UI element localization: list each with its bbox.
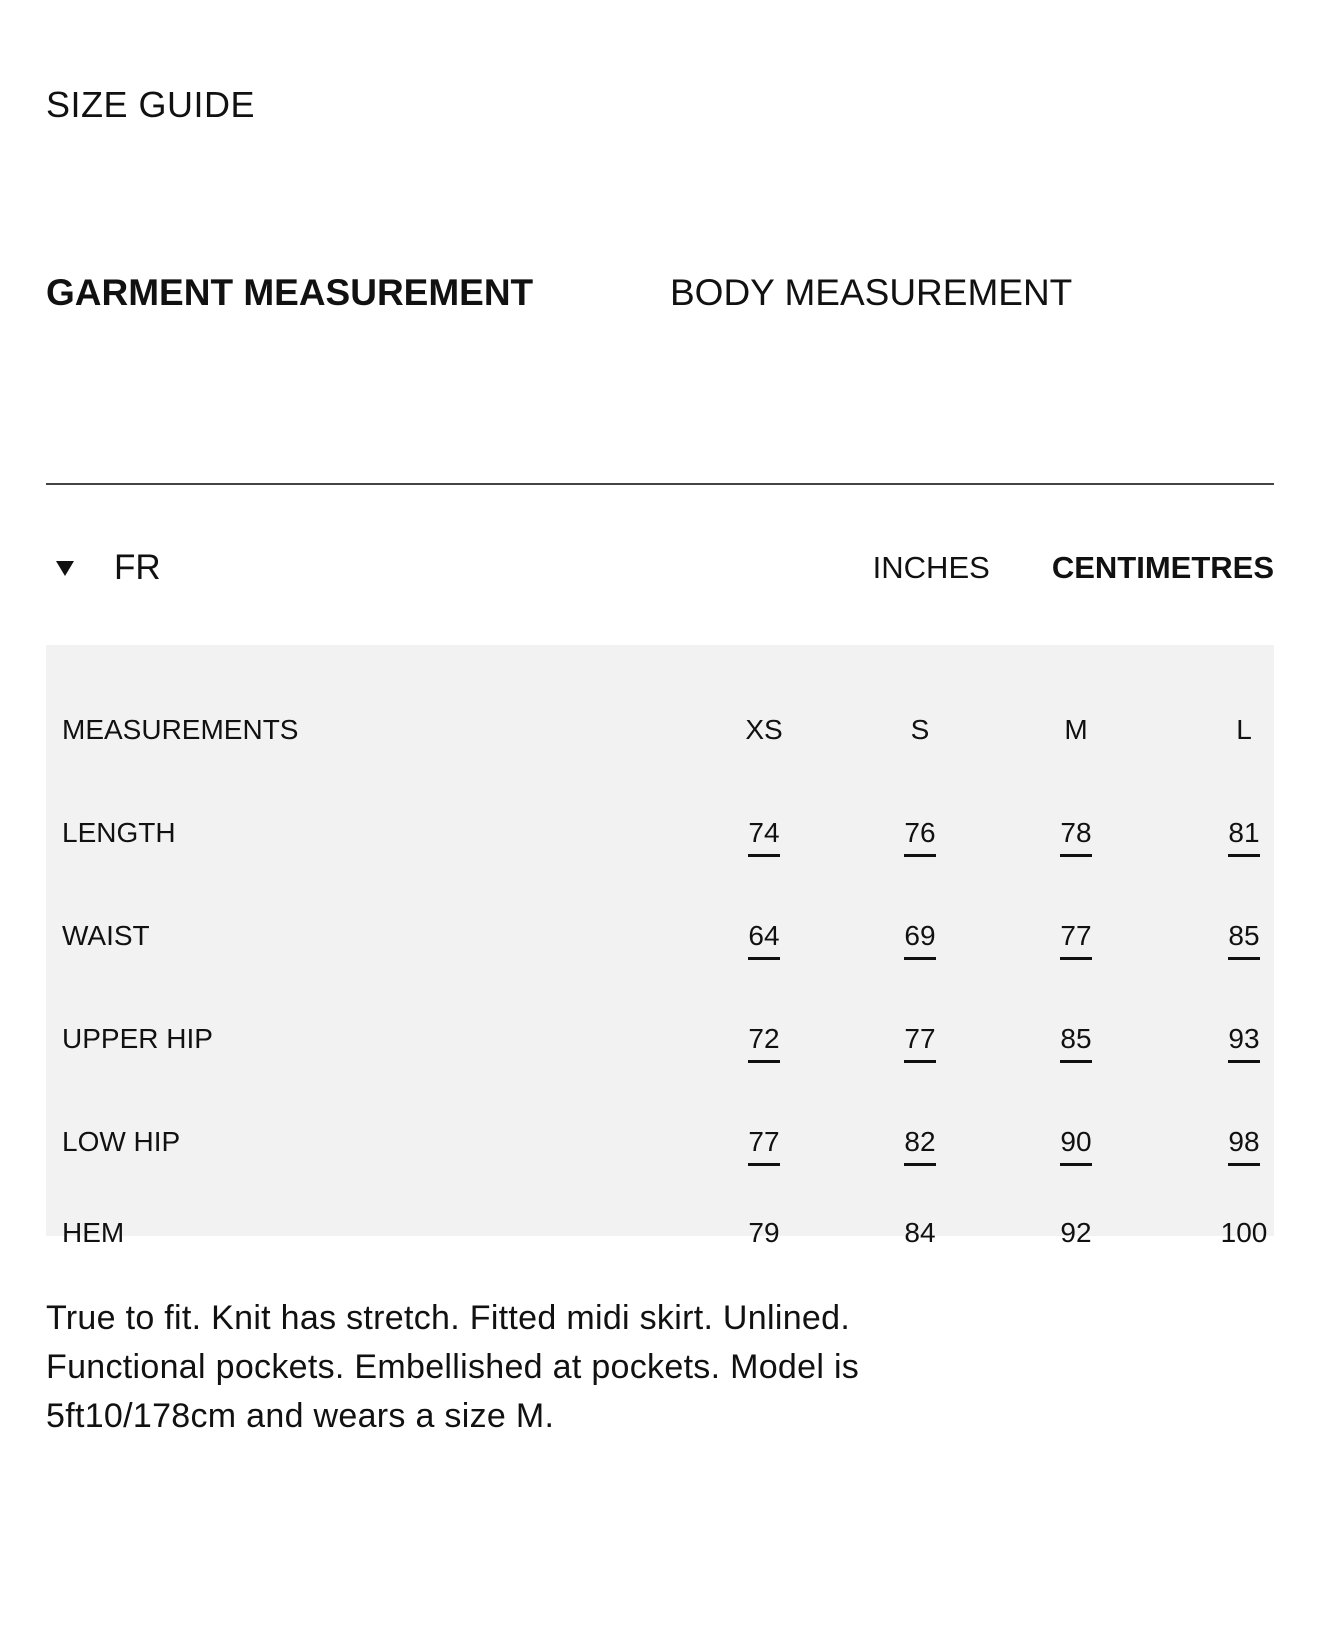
region-label: FR bbox=[114, 548, 161, 587]
row-label: UPPER HIP bbox=[62, 1023, 213, 1054]
header-size-s: S bbox=[910, 714, 930, 745]
table-cell: 79 bbox=[748, 1217, 780, 1248]
table-cell[interactable]: 93 bbox=[1184, 1023, 1304, 1063]
tab-garment-measurement[interactable]: GARMENT MEASUREMENT bbox=[46, 272, 534, 313]
table-row bbox=[46, 908, 1274, 968]
table-cell[interactable]: 85 bbox=[1184, 920, 1304, 960]
header-size-xs: XS bbox=[745, 714, 783, 745]
page-title: SIZE GUIDE bbox=[46, 84, 256, 125]
header-measurements: MEASUREMENTS bbox=[62, 714, 299, 745]
measurement-tabs bbox=[46, 272, 1072, 314]
unit-toggle bbox=[873, 550, 1274, 586]
caret-down-icon bbox=[56, 561, 74, 576]
row-label: HEM bbox=[62, 1217, 125, 1248]
table-cell[interactable]: 74 bbox=[704, 817, 824, 857]
table-header-row bbox=[46, 702, 1274, 762]
table-cell[interactable]: 72 bbox=[704, 1023, 824, 1063]
unit-centimetres-button[interactable]: CENTIMETRES bbox=[1051, 550, 1274, 585]
size-controls bbox=[46, 548, 1274, 592]
table-cell: 100 bbox=[1220, 1217, 1268, 1248]
table-cell[interactable]: 81 bbox=[1184, 817, 1304, 857]
table-cell: 84 bbox=[904, 1217, 936, 1248]
table-cell[interactable]: 64 bbox=[704, 920, 824, 960]
table-cell[interactable]: 98 bbox=[1184, 1126, 1304, 1166]
size-table bbox=[46, 645, 1274, 1248]
table-cell[interactable]: 69 bbox=[860, 920, 980, 960]
divider bbox=[46, 483, 1274, 485]
product-fit-note: True to fit. Knit has stretch. Fitted midi skirt. Unlined. Functional pockets. Embellished at pockets. Model is 5ft10/178cm and wears a size M. bbox=[46, 1299, 860, 1435]
unit-inches-button[interactable]: INCHES bbox=[872, 550, 990, 585]
header-size-l: L bbox=[1236, 714, 1252, 745]
row-label: LENGTH bbox=[62, 817, 176, 848]
table-cell[interactable]: 82 bbox=[860, 1126, 980, 1166]
tab-body-measurement[interactable]: BODY MEASUREMENT bbox=[670, 272, 1073, 313]
table-cell[interactable]: 76 bbox=[860, 817, 980, 857]
region-dropdown[interactable] bbox=[56, 548, 161, 588]
table-row bbox=[46, 1011, 1274, 1071]
table-row-hem bbox=[46, 1157, 1274, 1248]
table-cell[interactable]: 78 bbox=[1016, 817, 1136, 857]
row-label: WAIST bbox=[62, 920, 150, 951]
table-cell[interactable]: 77 bbox=[704, 1126, 824, 1166]
table-cell[interactable]: 85 bbox=[1016, 1023, 1136, 1063]
table-cell[interactable]: 77 bbox=[1016, 920, 1136, 960]
header-size-m: M bbox=[1064, 714, 1088, 745]
table-cell[interactable]: 77 bbox=[860, 1023, 980, 1063]
table-row bbox=[46, 805, 1274, 865]
row-label: LOW HIP bbox=[62, 1126, 181, 1157]
table-cell: 92 bbox=[1060, 1217, 1092, 1248]
table-cell[interactable]: 90 bbox=[1016, 1126, 1136, 1166]
